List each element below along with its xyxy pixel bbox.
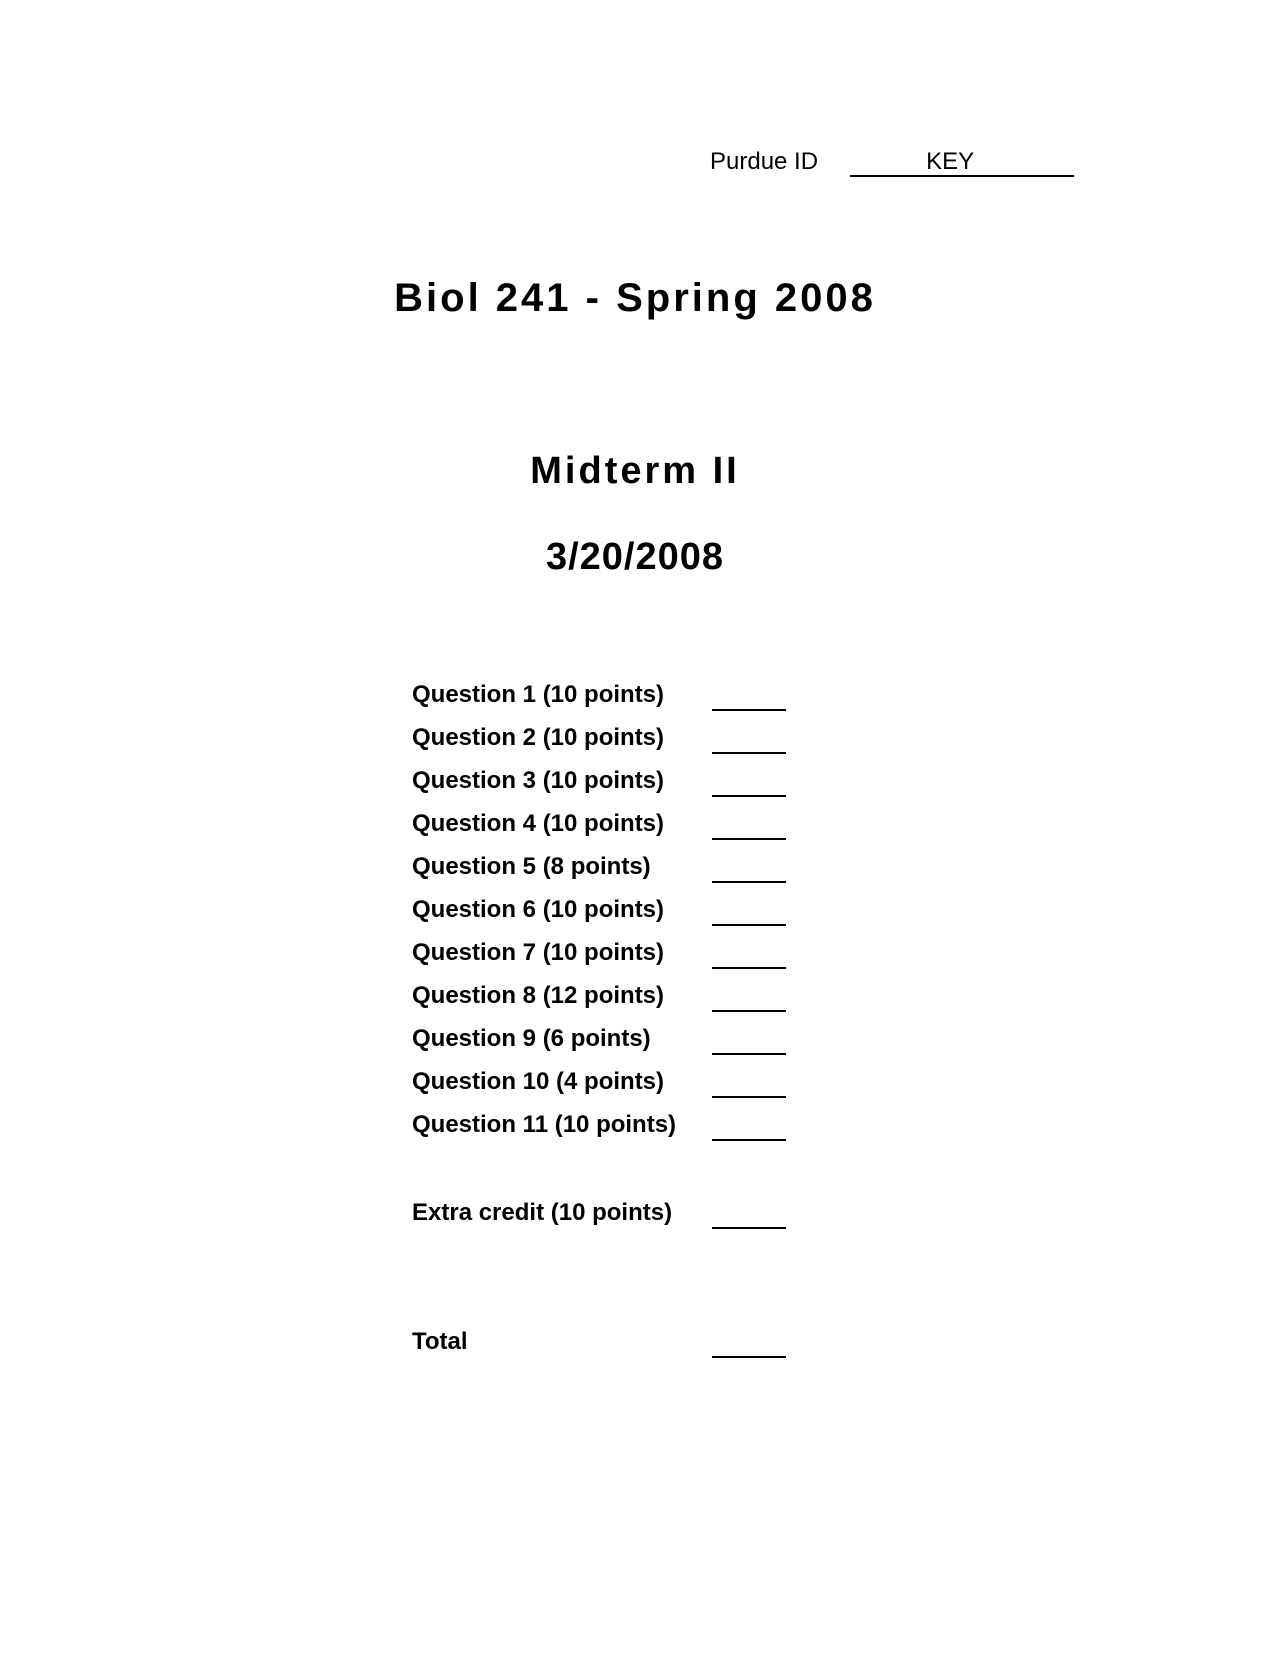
score-blank[interactable] [712, 709, 786, 711]
question-label: Question 2 (10 points) [412, 724, 665, 751]
score-blank[interactable] [712, 838, 786, 840]
question-label: Question 10 (4 points) [412, 1068, 665, 1095]
score-blank[interactable] [712, 795, 786, 797]
question-label: Question 8 (12 points) [412, 982, 665, 1009]
question-label: Question 4 (10 points) [412, 810, 665, 837]
extra-credit-label: Extra credit (10 points) [412, 1199, 673, 1226]
total-section [412, 1327, 812, 1370]
exam-title: Midterm II [530, 450, 740, 492]
total-blank[interactable] [712, 1356, 786, 1358]
score-blank[interactable] [712, 1139, 786, 1141]
purdue-id-label: Purdue ID [710, 148, 819, 175]
score-blank[interactable] [712, 924, 786, 926]
question-row-2 [412, 723, 812, 766]
question-row-7 [412, 938, 812, 981]
question-label: Question 1 (10 points) [412, 681, 665, 708]
question-label: Question 3 (10 points) [412, 767, 665, 794]
question-row-10 [412, 1067, 812, 1110]
extra-credit-section [412, 1198, 812, 1241]
question-label: Question 11 (10 points) [412, 1111, 677, 1138]
extra-credit-blank[interactable] [712, 1227, 786, 1229]
question-label: Question 6 (10 points) [412, 896, 665, 923]
exam-date: 3/20/2008 [545, 536, 725, 578]
score-blank[interactable] [712, 967, 786, 969]
purdue-id-field[interactable]: KEY [850, 149, 1074, 177]
question-row-5 [412, 852, 812, 895]
question-row-1 [412, 680, 812, 723]
total-row [412, 1327, 812, 1370]
score-blank[interactable] [712, 881, 786, 883]
question-score-list [412, 680, 812, 1153]
course-title: Biol 241 - Spring 2008 [394, 276, 876, 320]
score-blank[interactable] [712, 1053, 786, 1055]
question-row-6 [412, 895, 812, 938]
question-row-11 [412, 1110, 812, 1153]
question-row-3 [412, 766, 812, 809]
score-blank[interactable] [712, 752, 786, 754]
score-blank[interactable] [712, 1096, 786, 1098]
question-row-4 [412, 809, 812, 852]
question-row-9 [412, 1024, 812, 1067]
question-label: Question 9 (6 points) [412, 1025, 651, 1052]
total-label: Total [412, 1328, 468, 1355]
extra-credit-row [412, 1198, 812, 1241]
score-blank[interactable] [712, 1010, 786, 1012]
purdue-id-row [710, 148, 1074, 177]
question-row-8 [412, 981, 812, 1024]
question-label: Question 7 (10 points) [412, 939, 665, 966]
question-label: Question 5 (8 points) [412, 853, 651, 880]
